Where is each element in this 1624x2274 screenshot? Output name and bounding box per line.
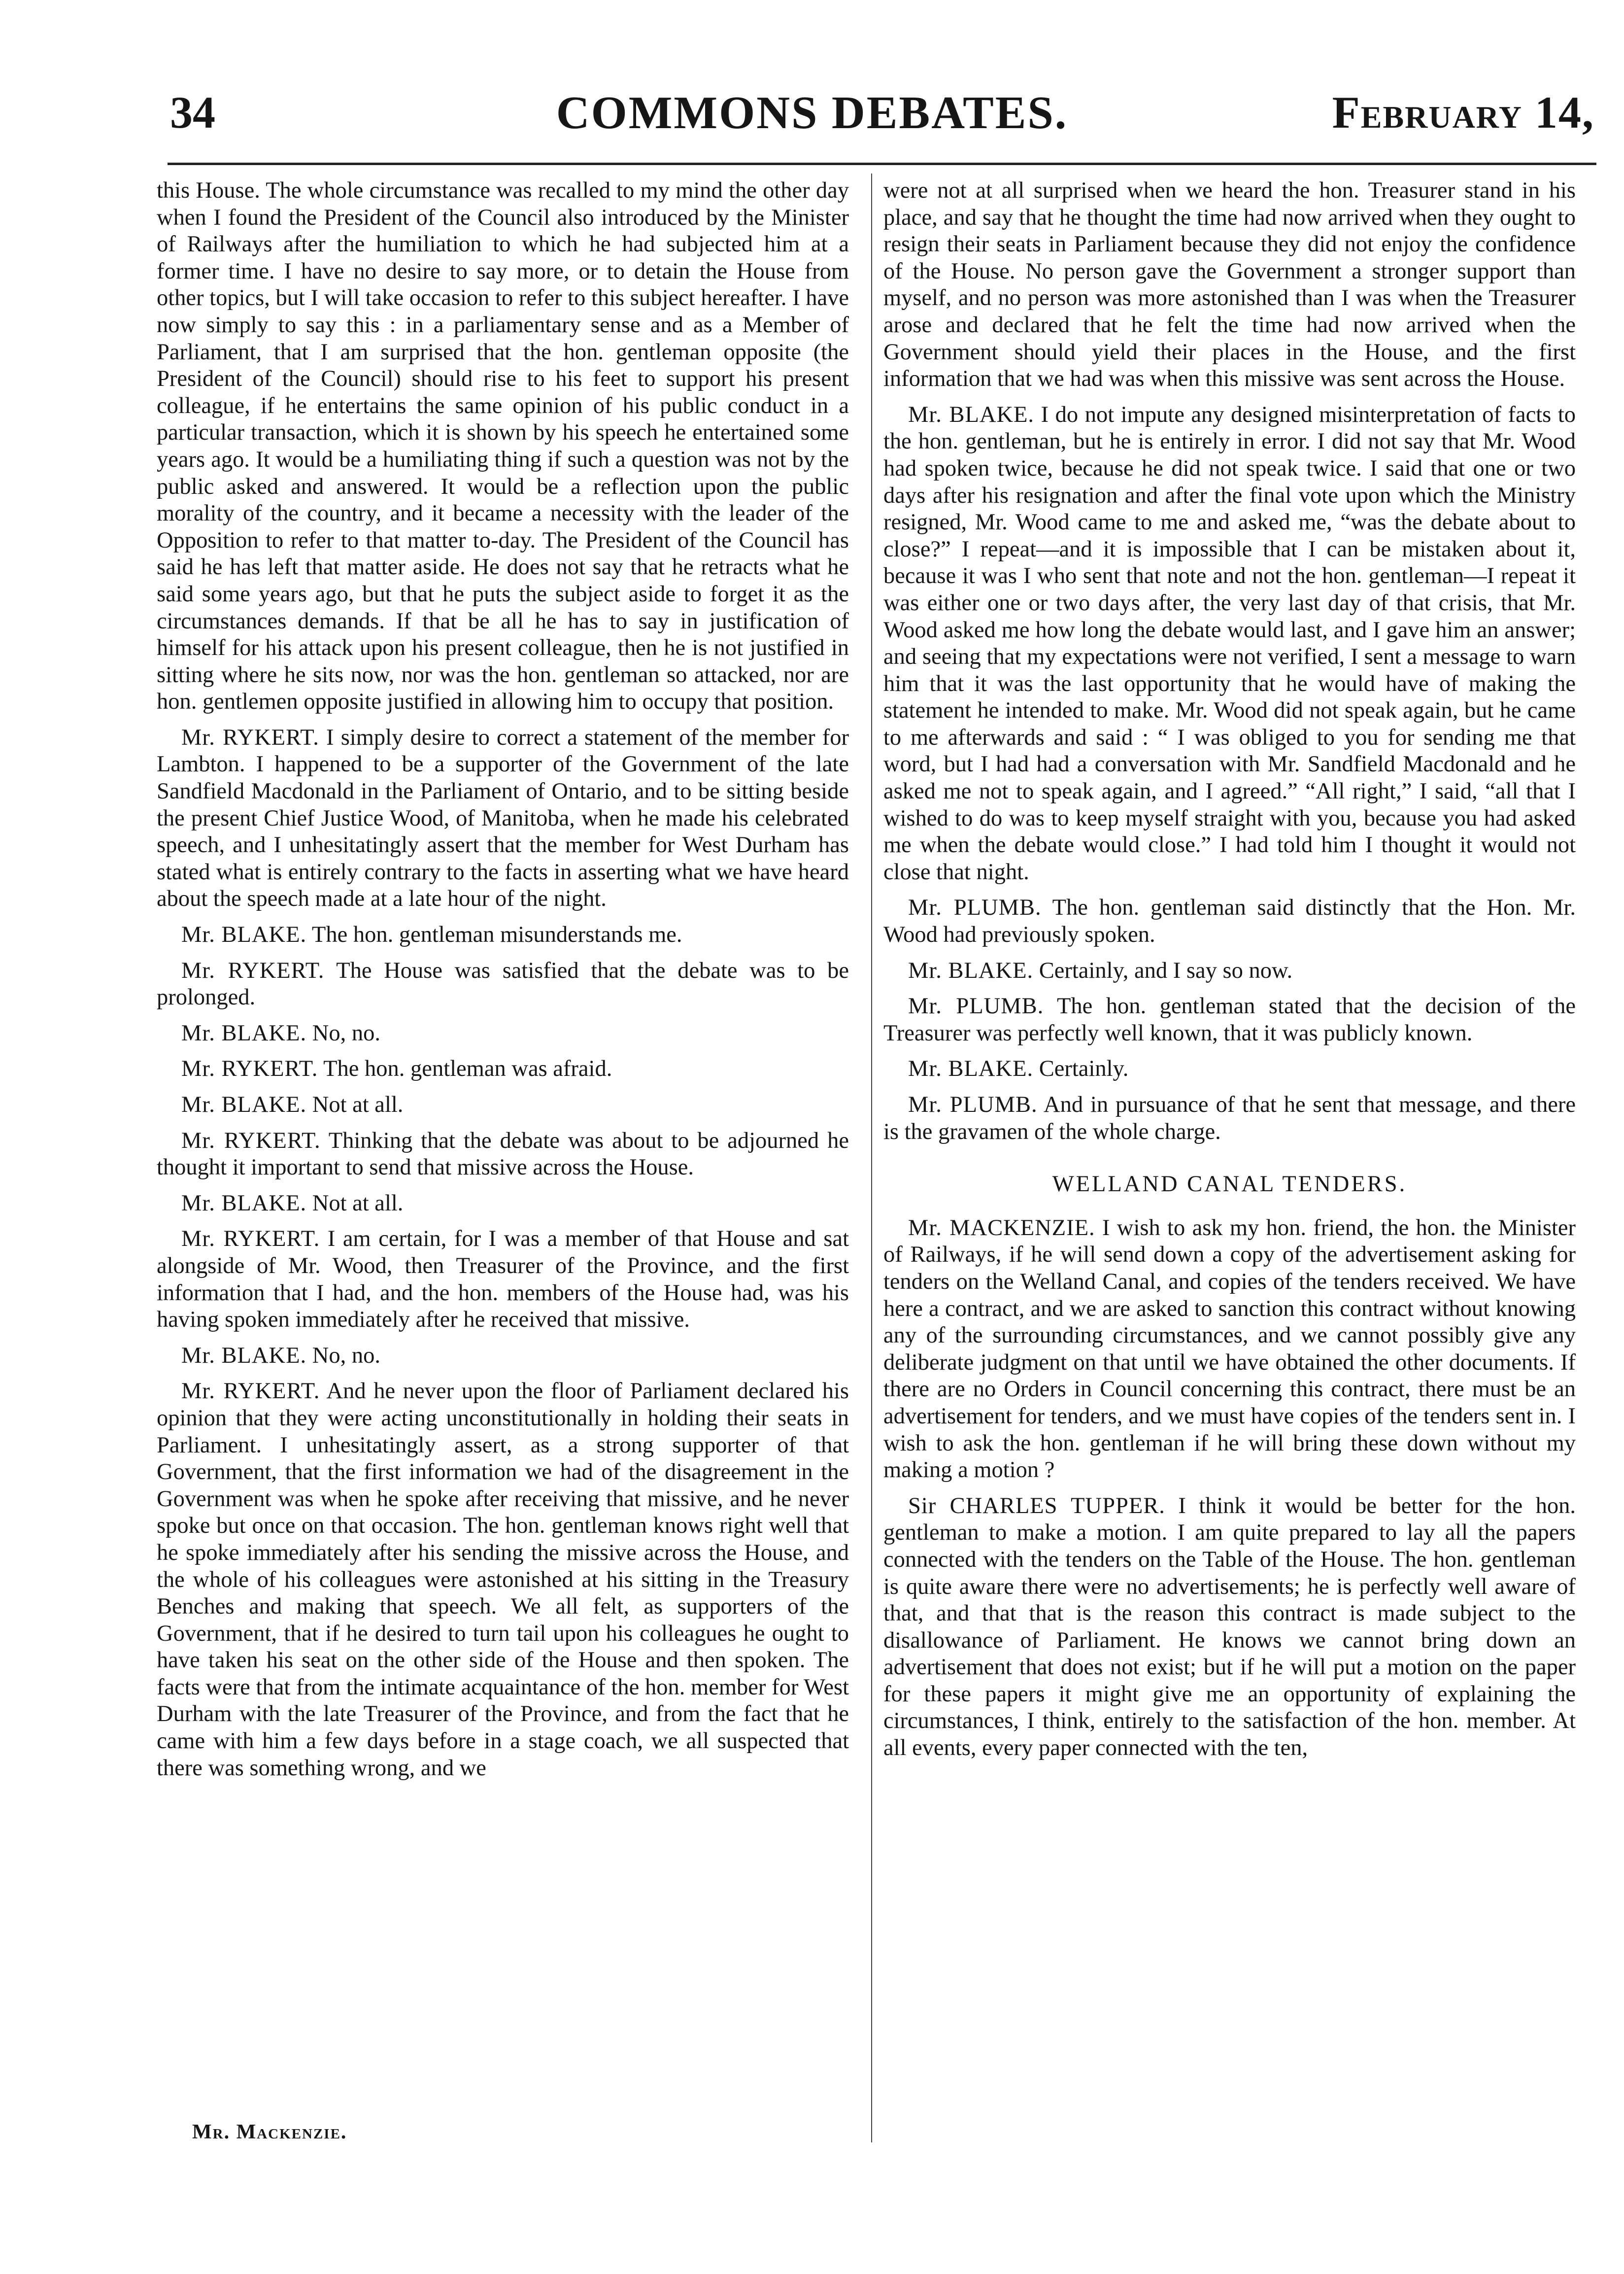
speech-text: The hon. gentleman was afraid. xyxy=(323,1056,612,1082)
speech-paragraph xyxy=(157,1128,849,1181)
speech-paragraph xyxy=(157,1378,849,1782)
speech-paragraph xyxy=(157,1226,849,1333)
speech-paragraph xyxy=(883,177,1576,393)
speaker-name: Mr. BLAKE. xyxy=(181,1020,307,1046)
speaker-name: Mr. BLAKE. xyxy=(181,1092,307,1117)
speech-text: The hon. gentleman stated that the decision of the Treasurer was perfectly well known, that it was publicly known. xyxy=(883,994,1576,1046)
catchword: Mr. Mackenzie. xyxy=(192,2121,347,2143)
left-column xyxy=(157,177,849,1791)
speech-paragraph xyxy=(883,895,1576,948)
speech-text: I do not impute any designed misinterpretation of facts to the hon. gentleman, but he is entirely in error. I did not say that Mr. Wood had spoken twice, because he did not speak twice. I said that one or two days after his resignation and after the final vote upon which the Ministry resigned, Mr. Wood came to me and asked me, “was the debate about to close?” I repeat—and it is impossible that I can be mistaken about it, because it was I who sent that note and not the hon. gentleman—I repeat it was either one or two days after, the very last day of that crisis, that Mr. Wood asked me how long the debate would last, and I gave him an answer; and seeing that my expectations were not verified, I sent a message to warn him that it was the last opportunity that he would have of making the statement he intended to make. Mr. Wood did not speak again, but he came to me afterwards and said : “ I was obliged to you for sending me that word, but I had had a conversation with Mr. Sandfield Macdonald and he asked me not to speak again, and I agreed.” “All right,” I said, “all that I wished to do was to keep myself straight with you, because you had asked me when the debate would close.” I had told him I thought it would not close that night. xyxy=(883,402,1576,885)
speaker-name: Mr. BLAKE. xyxy=(908,958,1034,983)
speaker-name: Mr. RYKERT. xyxy=(181,1056,318,1082)
publication-title: COMMONS DEBATES. xyxy=(556,87,1068,138)
speech-text: The hon. gentleman said distinctly that the Hon. Mr. Wood had previously spoken. xyxy=(883,895,1576,948)
speech-text: And he never upon the floor of Parliament declared his opinion that they were acting unconstitutionally in holding their seats in Parliament. I unhesitatingly assert, as a strong supporter of that Government, that the first information we had of the disagreement in the Government was when he spoke after receiving that missive, and he never spoke but once on that occasion. The hon. gentleman knows right well that he spoke immediately after his sending the missive across the House, and the whole of his colleagues were astonished at his sitting in the Treasury Benches and making that speech. We all felt, as supporters of the Government, that if he desired to turn tail upon his colleagues he ought to have taken his seat on the other side of the House and then spoken. The facts were that from the intimate acquaintance of the hon. member for West Durham with the late Treasurer of the Province, and from the fact that he came with him a few days before in a stage coach, we all suspected that there was something wrong, and we xyxy=(157,1378,849,1781)
speech-paragraph xyxy=(157,1190,849,1217)
speech-paragraph xyxy=(157,1020,849,1047)
speech-paragraph xyxy=(157,1056,849,1083)
speech-paragraph xyxy=(883,1056,1576,1083)
speech-text: Not at all. xyxy=(312,1092,404,1117)
speaker-name: Mr. PLUMB. xyxy=(908,1092,1038,1117)
speech-paragraph xyxy=(883,402,1576,886)
speech-text: And in pursuance of that he sent that message, and there is the gravamen of the whole charge. xyxy=(883,1092,1576,1144)
speech-text: were not at all surprised when we heard the hon. Treasurer stand in his place, and say that he thought the time had now arrived when they ought to resign their seats in Parliament because they did not enjoy the confidence of the House. No person gave the Government a stronger support than myself, and no person was more astonished than I was when the Treasurer arose and declared that he felt the time had now arrived when the Government should yield their places in the House, and the first information that we had was when this missive was sent across the House. xyxy=(883,178,1576,392)
speaker-name: Mr. PLUMB. xyxy=(908,895,1042,921)
speech-text: Not at all. xyxy=(312,1190,404,1216)
speech-text: I simply desire to correct a statement of the member for Lambton. I happened to be a supporter of the Government of the late Sandfield Macdonald in the Parliament of Ontario, and to be sitting beside the present Chief Justice Wood, of Manitoba, when he made his celebrated speech, and I unhesitatingly assert that the member for West Durham has stated what is entirely contrary to the facts in asserting what we have heard about the speech made at a late hour of the night. xyxy=(157,724,849,912)
speech-paragraph xyxy=(883,1493,1576,1762)
speaker-name: Mr. BLAKE. xyxy=(908,1056,1034,1082)
speaker-name: Mr. BLAKE. xyxy=(181,1190,307,1216)
header-rule xyxy=(168,163,1596,165)
speech-text: Certainly, and I say so now. xyxy=(1039,958,1293,983)
speech-text: I am certain, for I was a member of that House and sat alongside of Mr. Wood, then Treasurer of the Province, and the first information that I had, and the hon. members of the House had, was his having spoken immediately after he received that missive. xyxy=(157,1226,849,1333)
speech-text: I think it would be better for the hon. gentleman to make a motion. I am quite prepared to lay all the papers connected with the tenders on the Table of the House. The hon. gentleman is quite aware there were no advertisements; he is perfectly well aware of that, and that that is the reason this contract is made subject to the disallowance of Parliament. He knows we cannot bring down an advertisement that does not exist; but if he will put a motion on the paper for these papers it might give me an opportunity of explaining the circumstances, I think, entirely to the satisfaction of the hon. member. At all events, every paper connected with the ten, xyxy=(883,1493,1576,1761)
speech-paragraph xyxy=(883,993,1576,1047)
speaker-name: Mr. BLAKE. xyxy=(181,922,307,948)
speaker-name: Mr. BLAKE. xyxy=(181,1343,307,1368)
speech-text: I wish to ask my hon. friend, the hon. the Minister of Railways, if he will send down a copy of the advertisement asking for tenders on the Welland Canal, and copies of the tenders received. We have here a contract, and we are asked to sanction this contract without knowing any of the surrounding circumstances, and we cannot possibly give any deliberate judgment on that until we have obtained the other documents. If there are no Orders in Council concerning this contract, there must be an advertisement for tenders, and we must have copies of the tenders sent in. I wish to ask the hon. gentleman if he will bring these down without my making a motion ? xyxy=(883,1215,1576,1483)
speech-paragraph xyxy=(883,958,1576,985)
speech-paragraph xyxy=(883,1092,1576,1145)
header-date: February 14, xyxy=(1332,87,1594,138)
section-heading: WELLAND CANAL TENDERS. xyxy=(1052,1171,1407,1197)
speech-paragraph xyxy=(157,177,849,716)
speech-text: No, no. xyxy=(312,1020,380,1046)
speech-text: Certainly. xyxy=(1039,1056,1129,1082)
speech-paragraph xyxy=(157,1343,849,1370)
speech-paragraph xyxy=(157,1092,849,1119)
speaker-name: Mr. BLAKE. xyxy=(908,402,1035,427)
speaker-name: Mr. RYKERT. xyxy=(181,1226,320,1252)
speech-text: Thinking that the debate was about to be adjourned he thought it important to send that missive across the House. xyxy=(157,1128,849,1180)
speaker-name: Mr. PLUMB. xyxy=(908,994,1044,1019)
speech-paragraph xyxy=(157,958,849,1011)
speaker-name: Sir CHARLES TUPPER. xyxy=(908,1493,1165,1518)
speaker-name: Mr. RYKERT. xyxy=(181,1378,320,1404)
speech-paragraph xyxy=(157,922,849,949)
speech-text: this House. The whole circumstance was recalled to my mind the other day when I found the President of the Council also introduced by the Minister of Railways after the humiliation to which he had subjected him at a former time. I have no desire to say more, or to detain the House from other topics, but I will take occasion to refer to this subject hereafter. I have now simply to say this : in a parliamentary sense and as a Member of Parliament, that I am surprised that the hon. gentleman opposite (the President of the Council) should rise to his feet to support his present colleague, if he entertains the same opinion of his public conduct in a particular transaction, which it is shown by his speech he entertained some years ago. It would be a humiliating thing if such a question was not by the public asked and answered. It would be a reflection upon the public morality of the country, and it became a necessity with the leader of the Opposition to refer to that matter to-day. The President of the Council has said he has left that matter aside. He does not say that he retracts what he said some years ago, but that he puts the subject aside to forget it as the circumstances demands. If that be all he has to say in justification of himself for his attack upon his present colleague, then he is not justified in sitting where he sits now, nor was the hon. gentleman so attacked, nor are hon. gentlemen opposite justified in allowing him to occupy that position. xyxy=(157,178,849,715)
speech-text: No, no. xyxy=(312,1343,380,1368)
page-number: 34 xyxy=(170,87,215,138)
column-divider xyxy=(871,173,872,2142)
right-column xyxy=(883,177,1576,1771)
speech-paragraph xyxy=(157,724,849,913)
speaker-name: Mr. RYKERT. xyxy=(181,724,319,750)
speech-text: The hon. gentleman misunderstands me. xyxy=(311,922,682,948)
speech-paragraph xyxy=(883,1215,1576,1484)
speaker-name: Mr. MACKENZIE. xyxy=(908,1215,1095,1240)
speaker-name: Mr. RYKERT. xyxy=(181,958,325,983)
speech-text: The House was satisfied that the debate was to be prolonged. xyxy=(157,958,849,1010)
speaker-name: Mr. RYKERT. xyxy=(181,1128,321,1153)
